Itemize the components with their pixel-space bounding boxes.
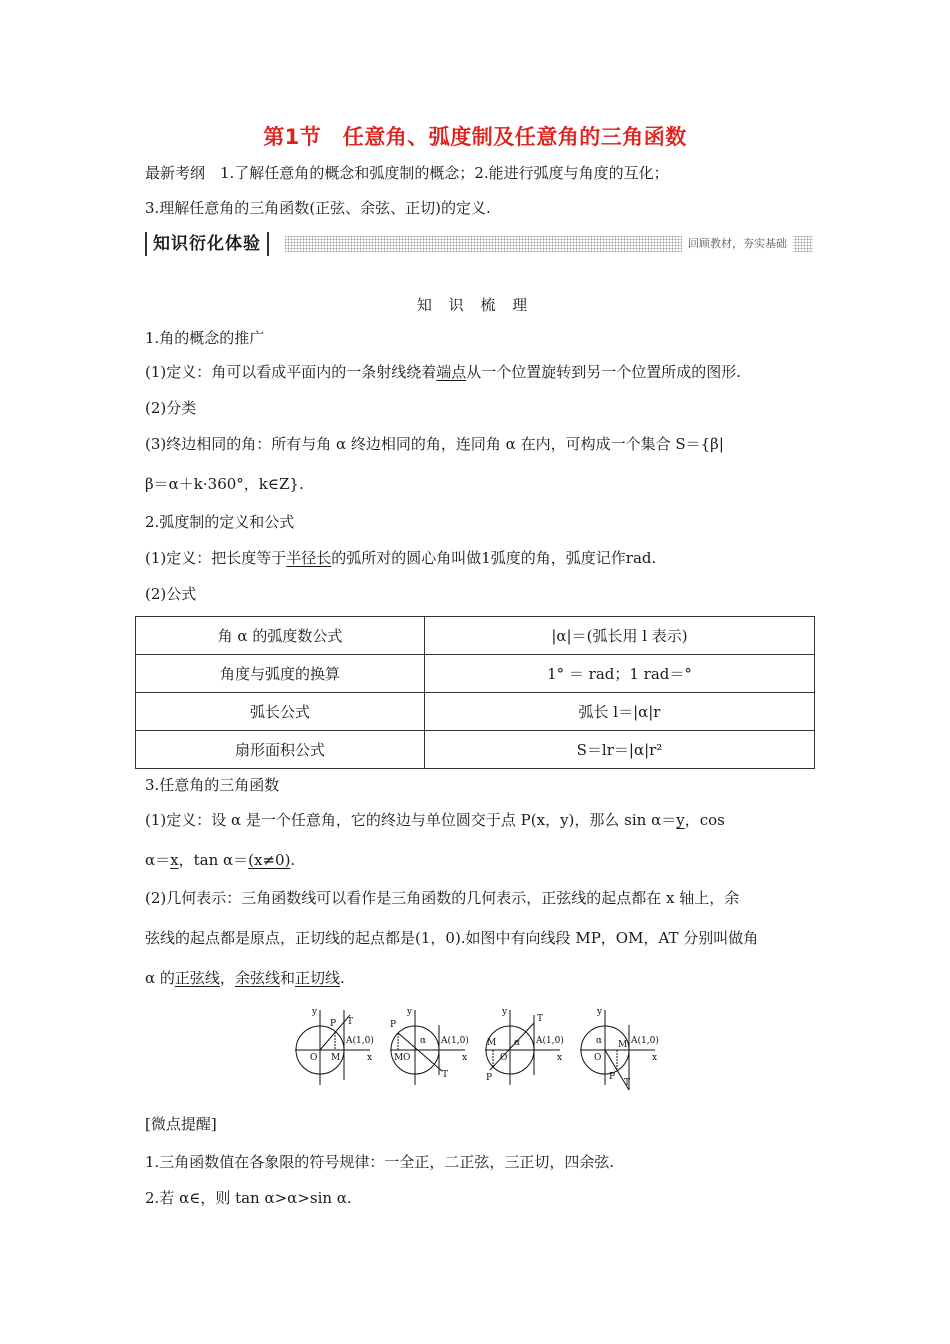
s1-same-terminal: (3)终边相同的角：所有与角 α 终边相同的角，连同角 α 在内，可构成一个集合 S＝{β| — [145, 435, 724, 453]
svg-text:x: x — [462, 1053, 468, 1063]
s3-definition-2: α＝x，tan α＝(x≠0). — [145, 851, 296, 869]
tip-1: 1.三角函数值在各象限的符号规律：一全正，二正弦，三正切，四余弦. — [145, 1153, 615, 1171]
svg-text:α: α — [420, 1036, 427, 1046]
figure-quadrant-4 — [580, 1010, 658, 1090]
svg-text:P: P — [486, 1073, 493, 1083]
tip-2: 2.若 α∈，则 tan α>α>sin α. — [145, 1189, 352, 1207]
svg-text:y: y — [407, 1007, 413, 1017]
s1-set: β＝α＋k·360°，k∈Z}. — [145, 475, 304, 493]
tips-heading: [微点提醒] — [145, 1115, 217, 1133]
s2-formula-label: (2)公式 — [145, 585, 197, 603]
table-cell-value: 1° ＝ rad；1 rad＝° — [425, 655, 815, 693]
svg-text:A(1,0): A(1,0) — [441, 1036, 469, 1046]
s3-definition-1: (1)定义：设 α 是一个任意角，它的终边与单位圆交于点 P(x，y)，那么 sin α＝y，cos — [145, 811, 725, 829]
svg-text:O: O — [500, 1053, 508, 1063]
svg-text:x: x — [652, 1053, 658, 1063]
figure-labels-4 — [594, 1007, 659, 1088]
figure-labels-3 — [486, 1007, 564, 1083]
svg-text:y: y — [597, 1007, 603, 1017]
s3-geometry-1: (2)几何表示：三角函数线可以看作是三角函数的几何表示，正弦线的起点都在 x 轴上，余 — [145, 889, 740, 907]
table-cell-value: 弧长 l＝|α|r — [425, 693, 815, 731]
table-cell-value: S＝lr＝|α|r² — [425, 731, 815, 769]
svg-text:A(1,0): A(1,0) — [631, 1036, 659, 1046]
svg-text:P: P — [330, 1019, 337, 1029]
svg-text:M: M — [618, 1040, 628, 1050]
svg-text:M: M — [394, 1053, 404, 1063]
s1-classify: (2)分类 — [145, 399, 197, 417]
svg-text:α: α — [514, 1038, 521, 1048]
figure-quadrant-3 — [485, 1010, 563, 1085]
svg-text:P: P — [609, 1072, 616, 1082]
svg-text:O: O — [594, 1053, 602, 1063]
svg-text:A(1,0): A(1,0) — [536, 1036, 564, 1046]
s2-definition: (1)定义：把长度等于半径长的弧所对的圆心角叫做1弧度的角，弧度记作rad. — [145, 549, 657, 567]
svg-text:T: T — [442, 1070, 449, 1080]
outline-line-2: 3.理解任意角的三角函数(正弦、余弦、正切)的定义. — [145, 199, 491, 217]
svg-text:T: T — [537, 1014, 544, 1024]
s3-heading: 3.任意角的三角函数 — [145, 776, 280, 794]
trig-line-figures — [290, 1005, 670, 1095]
svg-text:x: x — [557, 1053, 563, 1063]
formula-table — [135, 616, 815, 769]
s3-geometry-2: 弦线的起点都是原点，正切线的起点都是(1，0).如图中有向线段 MP，OM，AT 分别叫做角 — [145, 929, 759, 947]
table-cell-value: |α|＝(弧长用 l 表示) — [425, 617, 815, 655]
svg-text:O: O — [403, 1053, 411, 1063]
svg-text:y: y — [312, 1007, 318, 1017]
svg-text:T: T — [347, 1017, 354, 1027]
svg-text:α: α — [596, 1036, 603, 1046]
svg-text:M: M — [487, 1038, 497, 1048]
table-cell-label: 扇形面积公式 — [136, 731, 425, 769]
svg-text:A(1,0): A(1,0) — [346, 1036, 374, 1046]
table-row — [136, 693, 815, 731]
banner-subtitle: 回顾教材，夯实基础 — [682, 235, 793, 253]
s2-heading: 2.弧度制的定义和公式 — [145, 513, 295, 531]
svg-text:P: P — [390, 1020, 397, 1030]
section-heading: 知 识 梳 理 — [416, 296, 534, 314]
page-title: 第1节 任意角、弧度制及任意角的三角函数 — [263, 125, 687, 149]
svg-text:y: y — [502, 1007, 508, 1017]
section-banner — [145, 232, 813, 256]
svg-text:M: M — [331, 1053, 341, 1063]
figure-quadrant-2 — [390, 1010, 468, 1085]
svg-text:x: x — [367, 1053, 373, 1063]
table-row — [136, 655, 815, 693]
s1-heading: 1.角的概念的推广 — [145, 329, 265, 347]
s1-definition: (1)定义：角可以看成平面内的一条射线绕着端点从一个位置旋转到另一个位置所成的图形. — [145, 363, 742, 381]
table-cell-label: 角 α 的弧度数公式 — [136, 617, 425, 655]
outline-line-1: 最新考纲 1.了解任意角的概念和弧度制的概念；2.能进行弧度与角度的互化； — [145, 164, 669, 182]
table-row — [136, 617, 815, 655]
s3-geometry-3: α 的正弦线，余弦线和正切线. — [145, 969, 345, 987]
table-cell-label: 弧长公式 — [136, 693, 425, 731]
banner-title: 知识衍化体验 — [145, 232, 269, 256]
table-cell-label: 角度与弧度的换算 — [136, 655, 425, 693]
svg-text:O: O — [310, 1053, 318, 1063]
table-row — [136, 731, 815, 769]
svg-text:T: T — [624, 1078, 631, 1088]
